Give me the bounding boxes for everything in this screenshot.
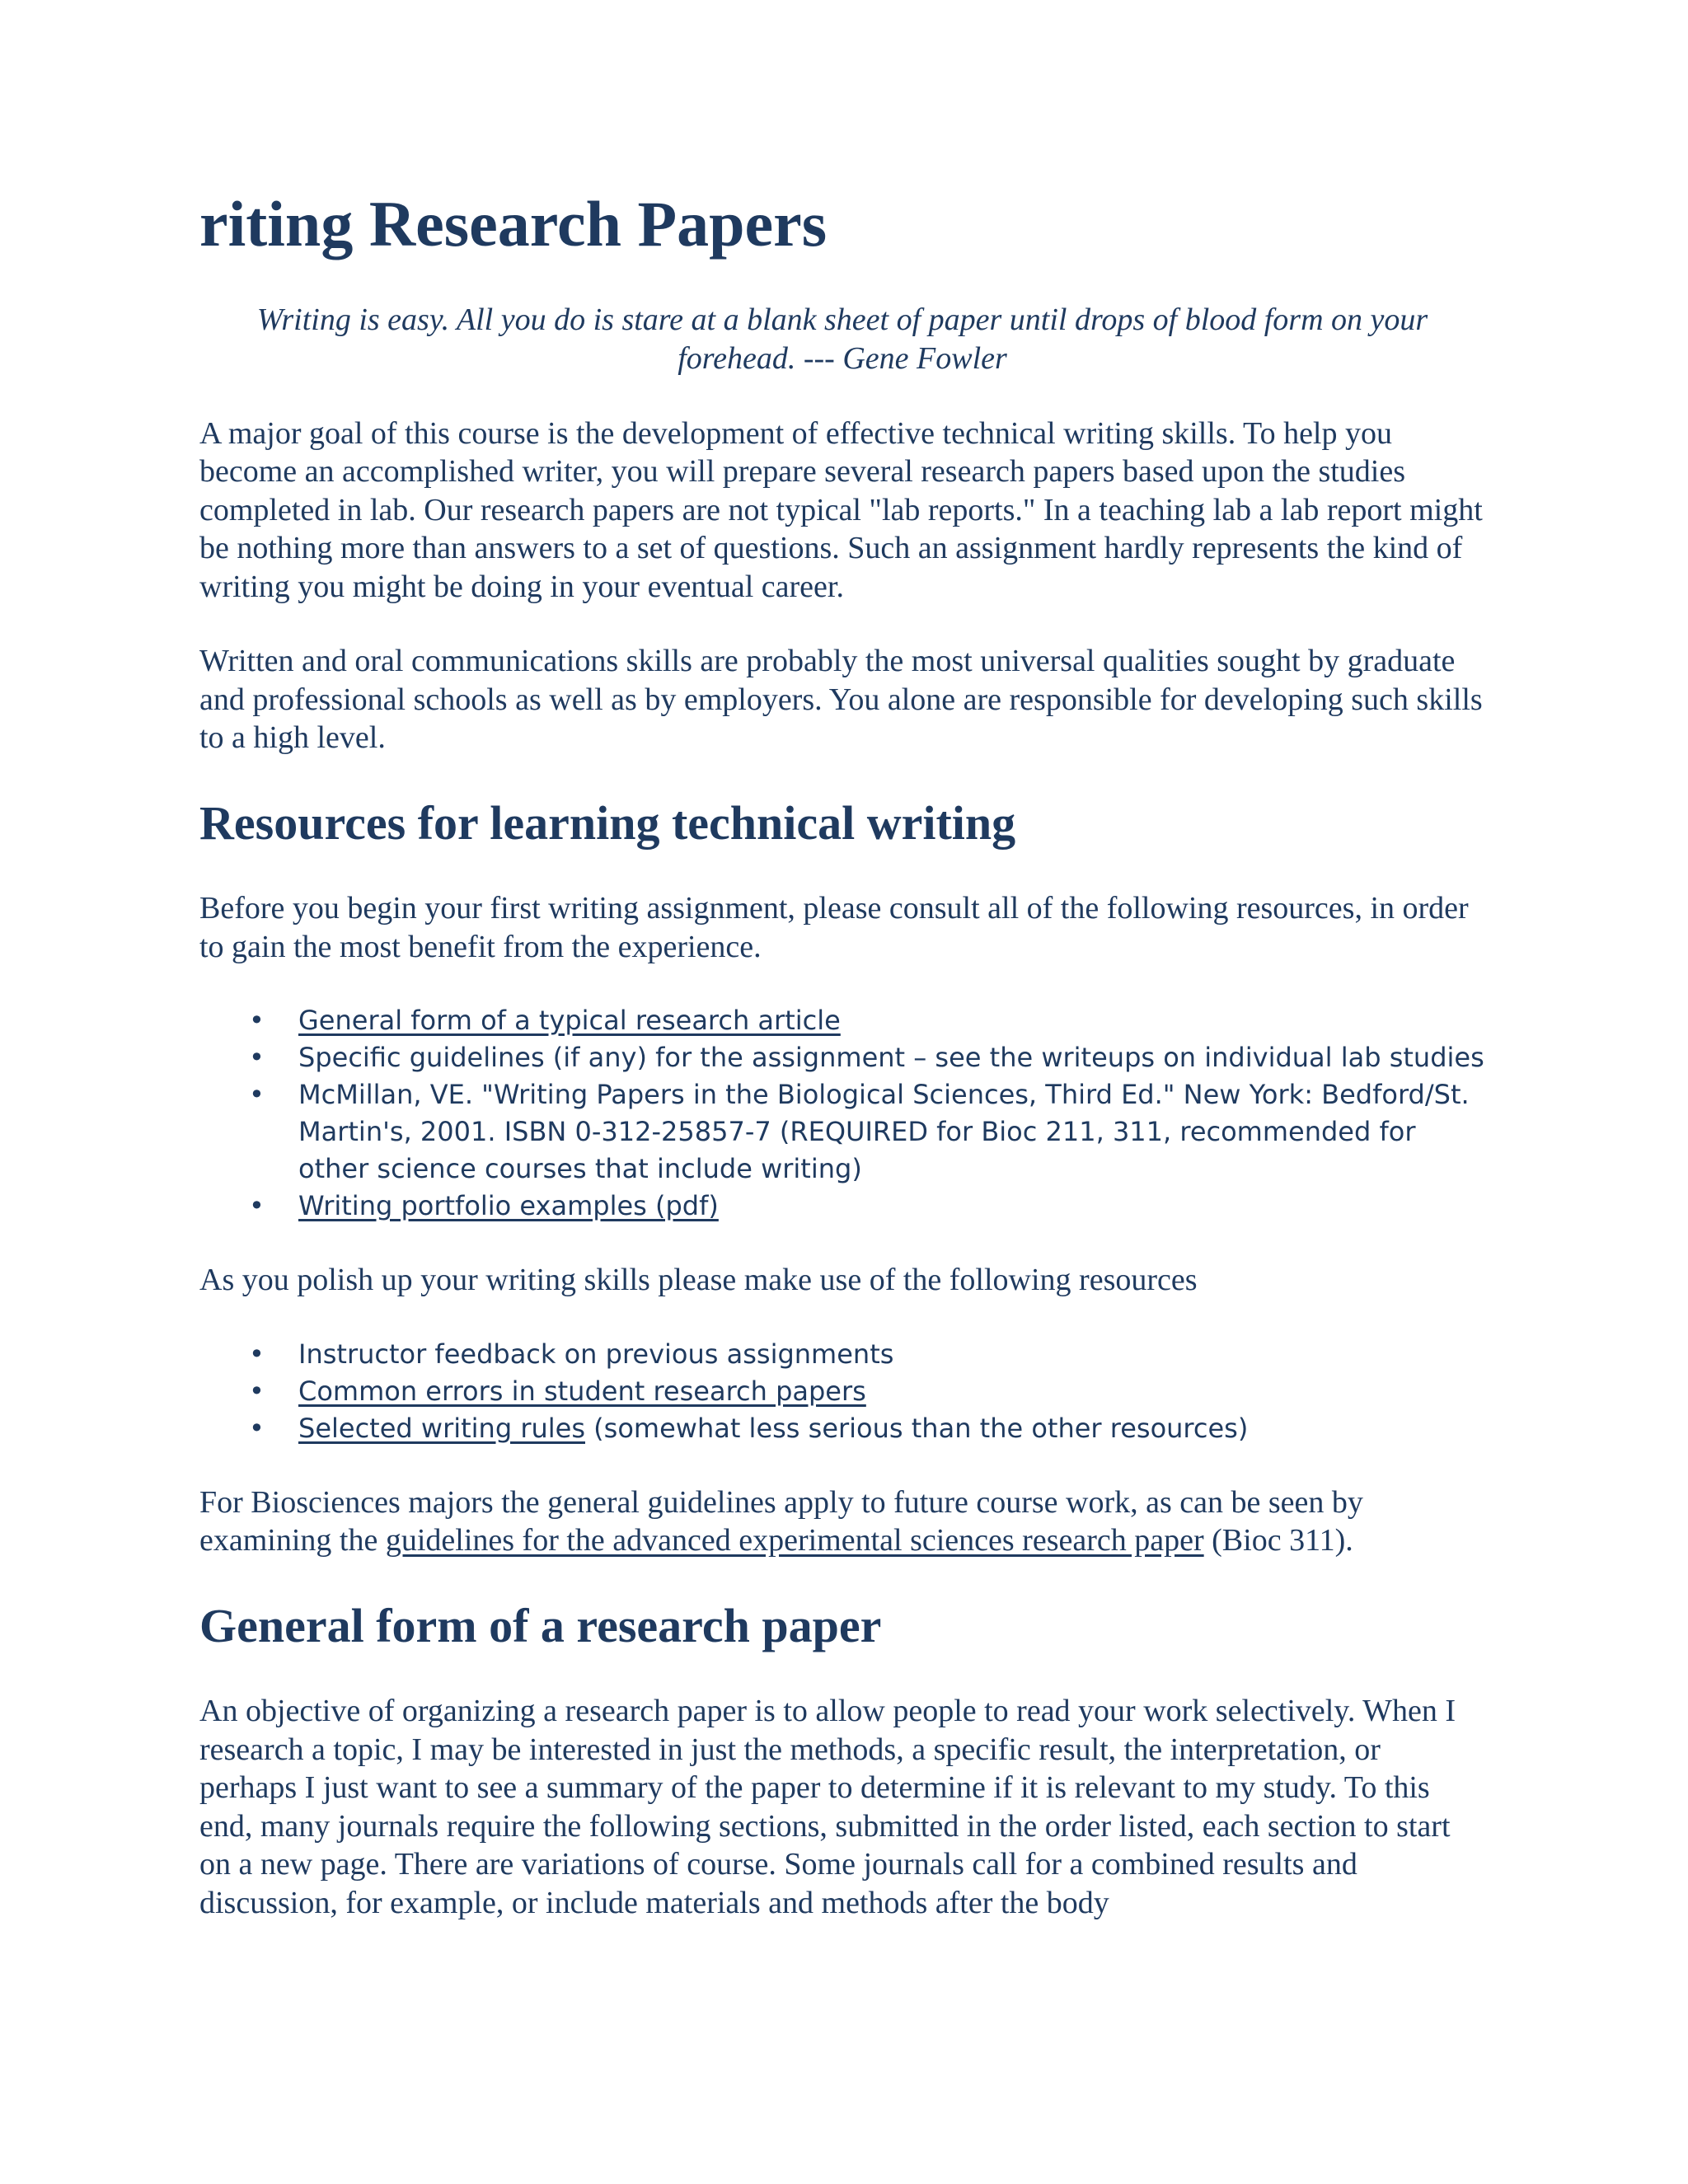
general-form-paragraph: An objective of organizing a research paper is to allow people to read your work selectively. When I research a topic, I may be interested in just the methods, a specific result, the interpretation, or perhaps I just want to see a summary of the paper to determine if it is relevant to my study. To this end, many journals require the following sections, submitted in the order listed, each section to start on a new page. There are variations of course. Some journals call for a combined results and discussion, for example, or include materials and methods after the body: [199, 1694, 1456, 1920]
majors-text-after: (Bioc 311).: [1203, 1523, 1353, 1558]
bullet-icon: •: [249, 1338, 265, 1370]
list-item: [199, 1336, 1485, 1373]
general-form-heading: General form of a research paper: [199, 1598, 882, 1652]
bullet-icon: •: [249, 1079, 265, 1111]
list-item: [199, 1373, 1485, 1410]
writing-rules-link[interactable]: Selected writing rules: [298, 1412, 585, 1444]
polish-resources-list: [199, 1336, 1485, 1447]
list-item: [199, 1188, 1485, 1225]
list-item: [199, 1002, 1485, 1039]
document-content: [199, 185, 1485, 1922]
bullet-icon: •: [249, 1375, 265, 1407]
page-title: riting Research Papers: [199, 188, 828, 260]
intro-paragraph-2: Written and oral communications skills are probably the most universal qualities sought by graduate and professional schools as well as by employers. You alone are responsible for developing such skills to a high level.: [199, 644, 1483, 756]
bullet-icon: •: [249, 1005, 265, 1037]
list-item-text: Instructor feedback on previous assignments: [298, 1338, 894, 1370]
list-item: [199, 1076, 1485, 1188]
advanced-guidelines-link[interactable]: guidelines for the advanced experimental sciences research paper: [385, 1523, 1204, 1558]
list-item-text: Specific guidelines (if any) for the assignment – see the writeups on individual lab studies: [298, 1042, 1484, 1074]
majors-text-before: For Biosciences majors the general guidelines apply to future course work, as can be seen by examining the: [199, 1484, 1363, 1558]
bullet-icon: •: [249, 1412, 265, 1444]
intro-paragraph-1: A major goal of this course is the development of effective technical writing skills. To help you become an accomplished writer, you will prepare several research papers based upon the studies completed in lab. Our research papers are not typical "lab reports." In a teaching lab a lab report might be nothing more than answers to a set of questions. Such an assignment hardly represents the kind of writing you might be doing in your eventual career.: [199, 415, 1483, 604]
polish-lead-paragraph: As you polish up your writing skills please make use of the following resources: [199, 1263, 1198, 1298]
epigraph-quote: Writing is easy. All you do is stare at a blank sheet of paper until drops of blood form on your forehead. --- Gene Fowler: [256, 302, 1428, 376]
list-item: [199, 1410, 1485, 1447]
resources-lead-paragraph: Before you begin your first writing assignment, please consult all of the following resources, in order to gain the most benefit from the experience.: [199, 891, 1469, 964]
majors-paragraph: [199, 1483, 1485, 1560]
common-errors-link[interactable]: Common errors in student research papers: [298, 1375, 866, 1407]
list-item-text: (somewhat less serious than the other resources): [585, 1412, 1249, 1444]
portfolio-examples-link[interactable]: Writing portfolio examples (pdf): [298, 1190, 719, 1222]
bullet-icon: •: [249, 1190, 265, 1222]
list-item-text: McMillan, VE. "Writing Papers in the Biological Sciences, Third Ed." New York: Bedford/St. Martin's, 2001. ISBN 0-312-25857-7 (REQUIRED for Bioc 211, 311, recommended for other science courses that include writing): [298, 1079, 1470, 1185]
resources-list: [199, 1002, 1485, 1225]
resources-heading: Resources for learning technical writing: [199, 795, 1016, 850]
bullet-icon: •: [249, 1042, 265, 1074]
general-form-link[interactable]: General form of a typical research article: [298, 1005, 841, 1037]
list-item: [199, 1039, 1485, 1076]
